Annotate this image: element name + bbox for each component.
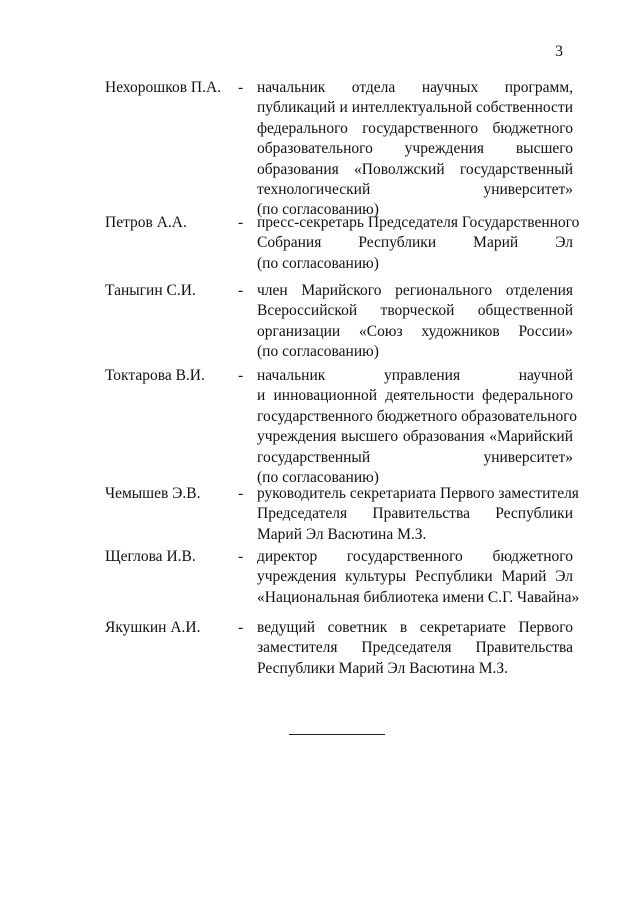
member-role: [257, 547, 580, 608]
member-name: Чемышев Э.В.: [105, 485, 201, 502]
member-name: Якушкин А.И.: [105, 619, 201, 636]
member-name: Токтарова В.И.: [105, 367, 205, 384]
member-role-line: Марий Эл Васютина М.З.: [257, 525, 427, 543]
member-role-line: учреждения высшего образования «Марийский: [257, 428, 573, 446]
member-role-line: (по согласованию): [257, 201, 379, 219]
member-name: Петров А.А.: [105, 214, 187, 231]
member-role-line: (по согласованию): [257, 343, 379, 361]
member-dash: -: [238, 79, 244, 96]
member-role-line: директор государственного бюджетного: [257, 548, 573, 565]
closing-rule: [289, 734, 385, 735]
member-role-line: ведущий советник в секретариате Первого: [257, 619, 573, 636]
member-role-line: член Марийского регионального отделения: [257, 282, 573, 299]
member-role-line: заместителя Председателя Правительства: [257, 639, 573, 657]
member-role-line: Всероссийской творческой общественной: [257, 302, 573, 320]
member-name: Нехорошков П.А.: [105, 79, 222, 96]
member-role-line: технологический университет»: [257, 180, 573, 198]
member-role-line: (по согласованию): [257, 254, 379, 272]
member-role: [257, 484, 579, 545]
member-role-line: организации «Союз художников России»: [257, 322, 573, 340]
member-dash: -: [238, 282, 244, 299]
member-role-line: образования «Поволжский государственный: [257, 160, 573, 178]
member-role-line: и инновационной деятельности федерального: [257, 387, 573, 405]
member-role-line: государственный университет»: [257, 448, 573, 466]
member-dash: -: [238, 485, 244, 502]
member-role: [257, 366, 577, 488]
member-role-line: Председателя Правительства Республики: [257, 505, 573, 523]
member-dash: -: [238, 548, 244, 565]
member-role-line: «Национальная библиотека имени С.Г. Чавайна»: [257, 588, 580, 606]
member-dash: -: [238, 214, 244, 231]
member-name: Таныгин С.И.: [105, 282, 196, 299]
member-role-line: (по согласованию): [257, 468, 379, 486]
member-dash: -: [238, 367, 244, 384]
member-name: Щеглова И.В.: [105, 548, 196, 565]
member-role-line: учреждения культуры Республики Марий Эл: [257, 568, 573, 586]
page-number: 3: [555, 43, 563, 60]
member-role-line: начальник управления научной: [257, 367, 573, 384]
member-role-line: Собрания Республики Марий Эл: [257, 234, 573, 252]
member-role-line: публикаций и интеллектуальной собственности: [257, 99, 573, 117]
member-role-line: федерального государственного бюджетного: [257, 119, 573, 137]
member-role: [257, 78, 573, 221]
member-role-line: образовательного учреждения высшего: [257, 140, 573, 158]
member-dash: -: [238, 619, 244, 636]
member-role: [257, 281, 573, 363]
member-role-line: пресс-секретарь Председателя Государственного: [257, 214, 580, 231]
member-role: [257, 618, 573, 679]
member-role-line: Республики Марий Эл Васютина М.З.: [257, 659, 509, 677]
member-role-line: государственного бюджетного образовательного: [257, 407, 577, 425]
member-role: [257, 213, 580, 274]
member-role-line: начальник отдела научных программ,: [257, 79, 573, 96]
member-role-line: руководитель секретариата Первого заместителя: [257, 485, 579, 502]
